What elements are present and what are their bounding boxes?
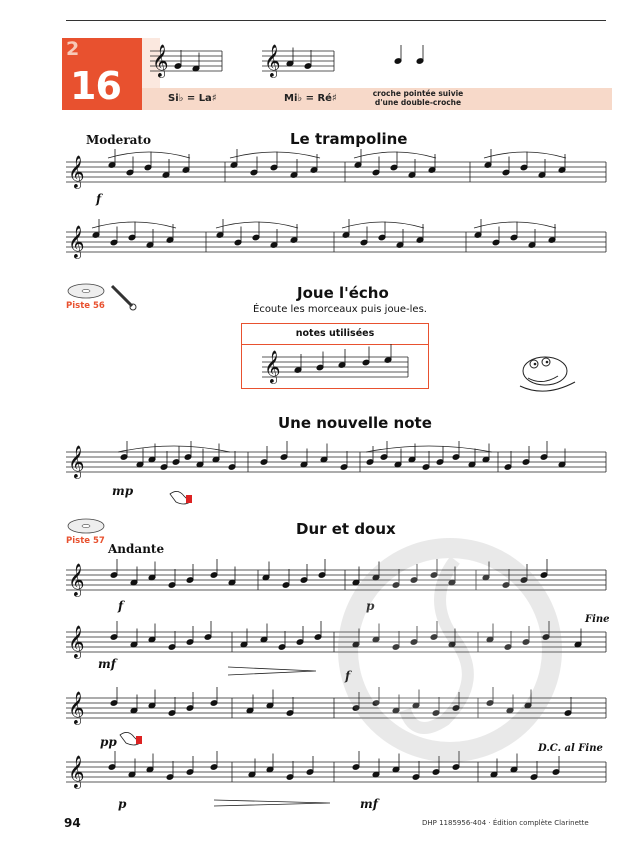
- slur-trampoline-2-2: [342, 222, 424, 228]
- new-note-label-1: Si♭ = La♯: [168, 93, 217, 104]
- dynamic-p-1: p: [366, 599, 375, 613]
- piece-title-trampoline: Le trampoline: [290, 130, 408, 148]
- staff-trampoline-1: [66, 155, 606, 189]
- notes-dur-et-doux-3: [110, 687, 572, 716]
- dynamic-f-1: f: [96, 192, 102, 206]
- slur-trampoline-1-3: [484, 152, 566, 158]
- dynamic-pp: pp: [100, 735, 117, 749]
- dynamic-p-2: p: [118, 797, 127, 811]
- notes-dur-et-doux-2: [110, 621, 582, 650]
- dynamic-mf-1: mf: [98, 657, 116, 671]
- treble-clef-icon: 𝄞: [68, 445, 85, 478]
- dynamic-mf-2: mf: [360, 797, 378, 811]
- treble-clef-icon: 𝄞: [264, 44, 281, 77]
- notes-nouvelle-note: [120, 441, 566, 470]
- treble-clef-icon: 𝄞: [68, 625, 85, 658]
- new-note-label-2: Mi♭ = Ré♯: [284, 93, 337, 104]
- track-57-label: Piste 57: [66, 536, 105, 546]
- treble-clef-icon: 𝄞: [68, 225, 85, 258]
- notes-used-title: notes utilisées: [242, 324, 428, 345]
- staff-trampoline-2: [66, 225, 606, 259]
- unit-number: 2: [66, 38, 80, 60]
- hairpin-1: [228, 667, 316, 675]
- treble-clef-icon: 𝄞: [264, 350, 281, 383]
- header-staff-2: [262, 44, 334, 78]
- rhythm-example-notes: [394, 45, 424, 64]
- slur-nouvelle-note-1: [118, 446, 230, 452]
- dynamic-f-3: f: [345, 669, 351, 683]
- dynamic-mp: mp: [112, 484, 134, 498]
- echo-instruction: Écoute les morceaux puis joue-les.: [253, 304, 427, 315]
- tempo-andante: Andante: [108, 542, 165, 556]
- staff-dur-et-doux-4: [66, 755, 606, 789]
- staff-dur-et-doux-3: [66, 691, 606, 725]
- treble-clef-icon: 𝄞: [68, 755, 85, 788]
- hairpin-2: [214, 800, 330, 806]
- slur-trampoline-2-1: [216, 222, 298, 228]
- notes-trampoline-1: [108, 149, 566, 178]
- notes-trampoline-2: [92, 219, 556, 248]
- header-staff-1: [150, 44, 222, 78]
- page-number: 94: [64, 816, 81, 830]
- catalog-number: DHP 1185956-404 · Édition complète Clarinette: [422, 819, 589, 827]
- piece-title-nouvelle-note: Une nouvelle note: [278, 414, 432, 432]
- piece-title-dur-et-doux: Dur et doux: [296, 520, 396, 538]
- slur-trampoline-1-1: [230, 152, 320, 158]
- slur-trampoline-2-0: [92, 222, 176, 228]
- dynamic-f-2: f: [118, 599, 124, 613]
- treble-clef-icon: 𝄞: [68, 155, 85, 188]
- fine-mark: Fine: [585, 614, 610, 625]
- notes-used: [294, 344, 392, 373]
- treble-clef-icon: 𝄞: [68, 563, 85, 596]
- piece-title-echo: Joue l'écho: [297, 284, 389, 302]
- treble-clef-icon: 𝄞: [152, 44, 169, 77]
- dc-al-fine-mark: D.C. al Fine: [538, 743, 603, 754]
- treble-clef-icon: 𝄞: [68, 691, 85, 724]
- slur-trampoline-1-2: [354, 152, 436, 158]
- slur-trampoline-1-0: [108, 152, 190, 158]
- tempo-moderato: Moderato: [86, 133, 151, 147]
- slur-trampoline-2-3: [474, 222, 556, 228]
- notes-dur-et-doux-1: [110, 559, 548, 588]
- lesson-number: 16: [70, 64, 121, 108]
- track-56-label: Piste 56: [66, 301, 105, 311]
- rhythm-label: croche pointée suivie d'une double-croche: [372, 89, 464, 107]
- staff-notes-used: [262, 350, 408, 384]
